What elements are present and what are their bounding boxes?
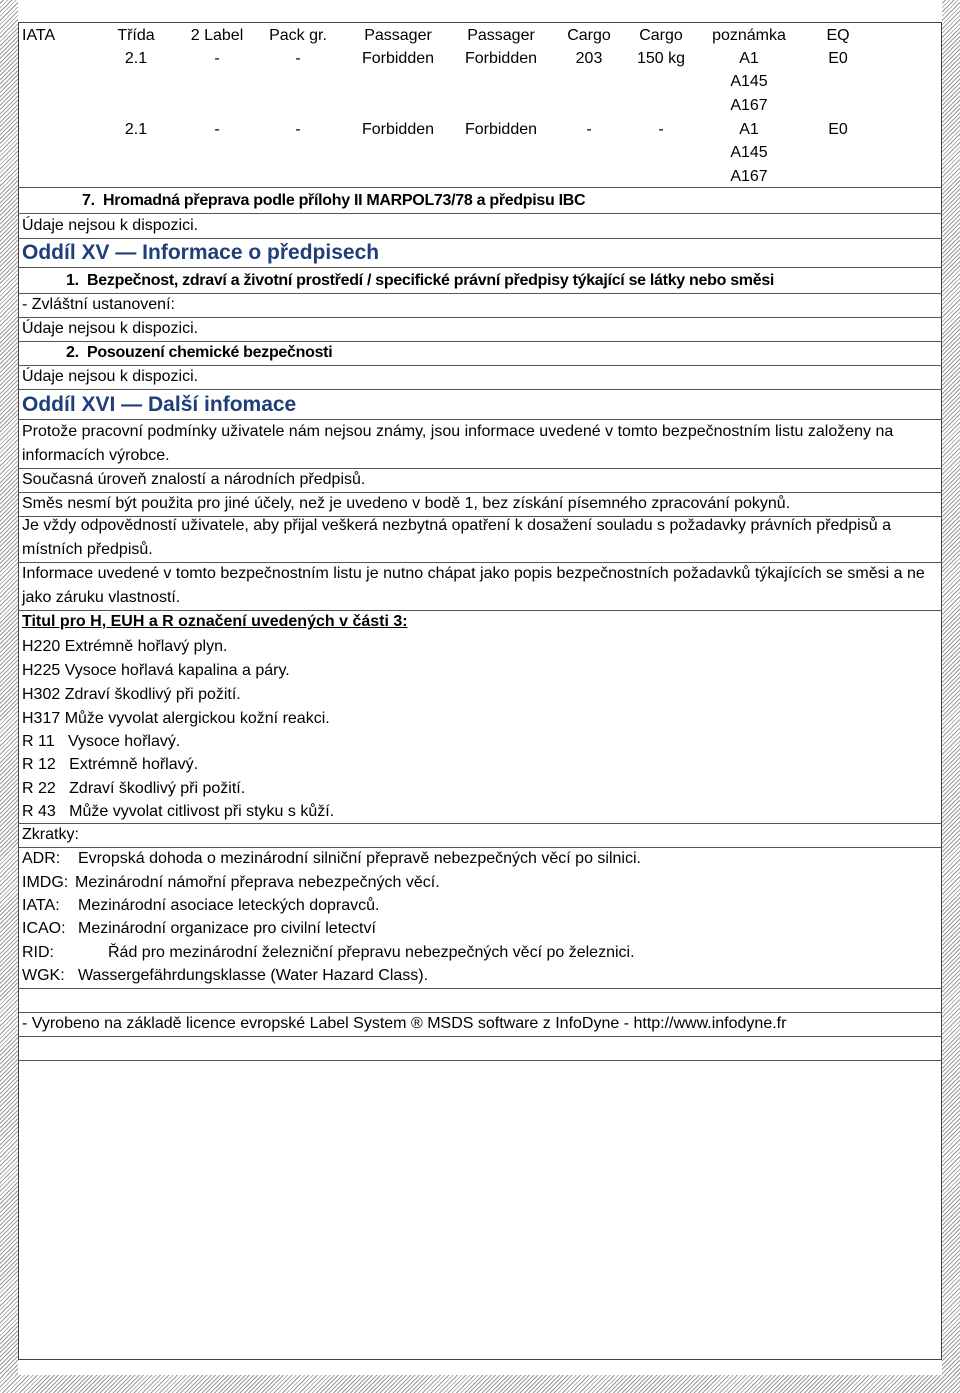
- table-cell: A1: [739, 121, 759, 138]
- abbreviation-row: [22, 871, 440, 895]
- table-cell: A167: [730, 168, 768, 185]
- table-cell: E0: [828, 121, 848, 138]
- abbreviation-text: Mezinárodní asociace leteckých dopravců.: [78, 897, 380, 914]
- abbreviation-key: RID:: [22, 944, 54, 961]
- divider: [18, 238, 942, 239]
- table-header-cell: Cargo: [567, 27, 611, 44]
- table-cell: A1: [739, 50, 759, 67]
- abbreviations-heading: Zkratky:: [22, 826, 79, 843]
- section-16-paragraph: Informace uvedené v tomto bezpečnostním listu je nutno chápat jako popis bezpečnostních požadavků týkajících se směsi a ne jako záruku vlastností.: [22, 565, 925, 606]
- abbreviation-row: [22, 941, 635, 965]
- table-cell: 2.1: [124, 121, 148, 138]
- section-15-sub1-number: 1.: [66, 272, 79, 289]
- table-cell: A145: [730, 144, 768, 161]
- abbreviation-row: [22, 917, 376, 941]
- table-header-cell: Passager: [364, 27, 432, 44]
- hazard-titles-heading: Titul pro H, EUH a R označení uvedených v části 3:: [22, 613, 408, 630]
- abbreviation-key: ICAO:: [22, 920, 66, 937]
- section-15-sub1-heading: [66, 269, 774, 293]
- r-text: Zdraví škodlivý při požití.: [69, 780, 246, 797]
- section-16-paragraph: Směs nesmí být použita pro jiné účely, než je uvedeno v bodě 1, bez získání písemného zpracování pokynů.: [22, 495, 791, 512]
- r-code: R 12: [22, 756, 56, 773]
- table-cell: -: [586, 121, 592, 138]
- section-15-sub2-title: Posouzení chemické bezpečnosti: [87, 344, 333, 361]
- table-header-cell: poznámka: [712, 27, 786, 44]
- table-cell: E0: [828, 50, 848, 67]
- section-15-sub2-heading: [66, 341, 332, 365]
- table-cell: A167: [730, 97, 768, 114]
- divider: [18, 267, 942, 268]
- r-code: R 43: [22, 803, 56, 820]
- abbreviation-key: WGK:: [22, 967, 65, 984]
- section-15-sub1-title: Bezpečnost, zdraví a životní prostředí / specifické právní předpisy týkající se látky nebo směsi: [87, 272, 775, 289]
- divider: [18, 823, 942, 824]
- table-cell: 150 kg: [636, 50, 686, 67]
- table-header-cell: 2 Label: [190, 27, 244, 44]
- special-provisions-label: - Zvláštní ustanovení:: [22, 296, 175, 313]
- section-7-title: Hromadná přeprava podle přílohy II MARPOL73/78 a předpisu IBC: [103, 192, 586, 209]
- r-statement: [22, 777, 245, 801]
- abbreviation-key: IMDG:: [22, 874, 69, 891]
- table-cell: Forbidden: [464, 50, 538, 67]
- abbreviation-row: [22, 964, 428, 988]
- section-16-paragraph: Protože pracovní podmínky uživatele nám nejsou známy, jsou informace uvedené v tomto bezpečnostním listu založeny na informacích výrobce.: [22, 423, 894, 464]
- right-hatch-border: [942, 0, 960, 1393]
- h-statement: H317 Může vyvolat alergickou kožní reakci.: [22, 710, 330, 727]
- table-cell: -: [295, 121, 301, 138]
- table-cell: 203: [575, 50, 603, 67]
- abbreviation-key: IATA:: [22, 897, 60, 914]
- section-16-paragraph: Současná úroveň znalostí a národních předpisů.: [22, 471, 366, 488]
- table-cell: Forbidden: [361, 121, 435, 138]
- section-16-title: Oddíl XVI — Další infomace: [22, 393, 297, 416]
- left-hatch-border: [0, 0, 18, 1393]
- section-15-sub2-number: 2.: [66, 344, 79, 361]
- h-statement: H302 Zdraví škodlivý při požití.: [22, 686, 241, 703]
- table-cell: -: [214, 121, 220, 138]
- divider: [18, 1060, 942, 1061]
- r-text: Vysoce hořlavý.: [67, 733, 181, 750]
- r-statement: [22, 800, 334, 824]
- table-header-cell: EQ: [826, 27, 850, 44]
- software-footer: - Vyrobeno na základě licence evropské Label System ® MSDS software z InfoDyne - http://www.infodyne.fr: [22, 1015, 787, 1032]
- table-cell: Forbidden: [464, 121, 538, 138]
- r-code: R 11: [22, 733, 55, 750]
- abbreviation-text: Mezinárodní organizace pro civilní letectví: [78, 920, 376, 937]
- table-cell: -: [658, 121, 664, 138]
- h-statement: H220 Extrémně hořlavý plyn.: [22, 638, 228, 655]
- r-code: R 22: [22, 780, 56, 797]
- abbreviation-key: ADR:: [22, 850, 61, 867]
- section-16-paragraph: Je vždy odpovědností uživatele, aby přijal veškerá nezbytná opatření k dosažení souladu s požadavky právních předpisů a místních předpisů.: [22, 517, 891, 558]
- table-header-cell: Třída: [117, 27, 155, 44]
- section-7-heading: [82, 189, 585, 213]
- r-text: Extrémně hořlavý.: [69, 756, 199, 773]
- table-header-cell: Pack gr.: [269, 27, 327, 44]
- table-header-cell: Passager: [467, 27, 535, 44]
- section-15-sub2-text: Údaje nejsou k dispozici.: [22, 368, 199, 385]
- table-cell: 2.1: [124, 50, 148, 67]
- abbreviation-text: Mezinárodní námořní přeprava nebezpečných věcí.: [75, 874, 440, 891]
- abbreviation-row: [22, 847, 641, 871]
- bottom-hatch-border: [0, 1375, 960, 1393]
- section-7-text: Údaje nejsou k dispozici.: [22, 217, 199, 234]
- divider: [18, 1036, 942, 1037]
- divider: [18, 988, 942, 989]
- abbreviation-text: Řád pro mezinárodní železniční přepravu nebezpečných věcí po železnici.: [108, 944, 635, 961]
- abbreviation-text: Evropská dohoda o mezinárodní silniční přepravě nebezpečných věcí po silnici.: [78, 850, 641, 867]
- divider: [18, 187, 942, 188]
- h-statement: H225 Vysoce hořlavá kapalina a páry.: [22, 662, 290, 679]
- divider: [18, 389, 942, 390]
- table-cell: -: [295, 50, 301, 67]
- r-statement: [22, 730, 180, 754]
- abbreviation-row: [22, 894, 380, 918]
- table-header-cell: IATA: [22, 27, 56, 44]
- r-text: Může vyvolat citlivost při styku s kůží.: [69, 803, 335, 820]
- table-cell: Forbidden: [361, 50, 435, 67]
- abbreviation-text: Wassergefährdungsklasse (Water Hazard Class).: [78, 967, 429, 984]
- table-cell: A145: [730, 73, 768, 90]
- table-header-cell: Cargo: [639, 27, 683, 44]
- table-cell: -: [214, 50, 220, 67]
- r-statement: [22, 753, 198, 777]
- section-7-number: 7.: [82, 192, 95, 209]
- special-provisions-text: Údaje nejsou k dispozici.: [22, 320, 199, 337]
- section-15-title: Oddíl XV — Informace o předpisech: [22, 241, 380, 264]
